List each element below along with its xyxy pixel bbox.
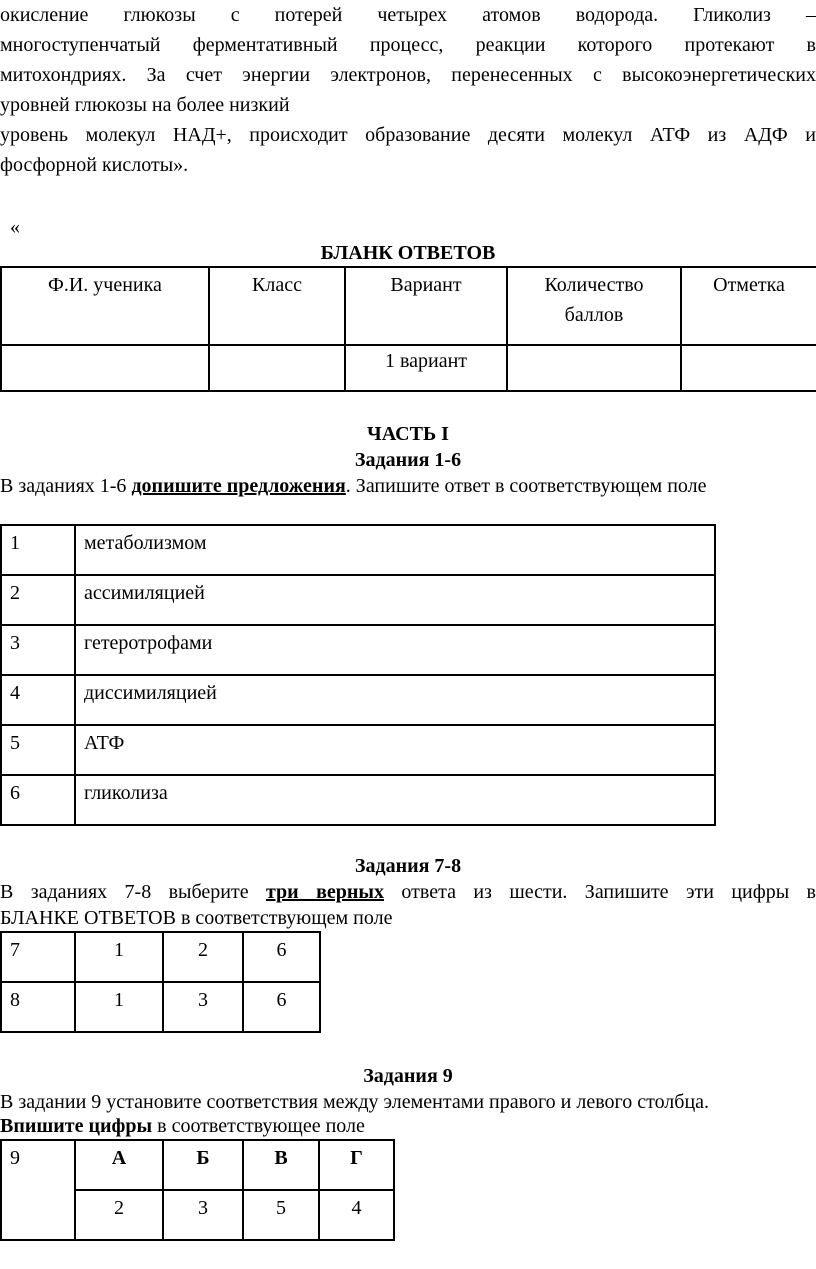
task9-title: Задания 9: [363, 1065, 453, 1087]
task9-line2: [0, 1112, 816, 1140]
answer-text[interactable]: АТФ: [75, 725, 715, 775]
answer-digit[interactable]: 1: [75, 932, 163, 982]
answer-digit[interactable]: 2: [75, 1190, 163, 1240]
answer-digit[interactable]: 3: [163, 1190, 243, 1240]
part1-instruction-pre: В заданиях 1-6: [0, 475, 132, 497]
tasks78-line2: БЛАНКЕ ОТВЕТОВ в соответствующем поле: [0, 907, 393, 929]
header-grade: Отметка: [681, 267, 816, 345]
answer-num: 6: [1, 775, 75, 825]
cell-class[interactable]: [209, 345, 345, 391]
answer-text[interactable]: гетеротрофами: [75, 625, 715, 675]
intro-line-4: уровней глюкозы на более низкий: [0, 94, 290, 116]
tasks78-line1-bold: три верных: [265, 881, 385, 903]
letter-a: А: [75, 1140, 163, 1190]
letter-g: Г: [319, 1140, 394, 1190]
intro-line-3: митохондриях. За счет энергии электронов, перенесенных с высокоэнергетических: [0, 64, 816, 86]
task9-line2-post: в соответствующее поле: [152, 1115, 365, 1137]
answer-num: 2: [1, 575, 75, 625]
task9-line2-bold: Впишите цифры: [0, 1115, 153, 1137]
tasks78-title: Задания 7-8: [354, 855, 462, 877]
answer-text[interactable]: ассимиляцией: [75, 575, 715, 625]
answers-1-6-table: [0, 524, 716, 826]
answer-digit[interactable]: 4: [319, 1190, 394, 1240]
answer-text[interactable]: диссимиляцией: [75, 675, 715, 725]
part1-instruction-bold: допишите предложения: [131, 475, 346, 497]
answer-digit[interactable]: 1: [75, 982, 163, 1032]
tasks78-line1-pre: В заданиях 7-8 выберите: [0, 881, 266, 903]
cell-score[interactable]: [507, 345, 681, 391]
answer-num: 3: [1, 625, 75, 675]
answer-text[interactable]: гликолиза: [75, 775, 715, 825]
answer-digit[interactable]: 5: [243, 1190, 319, 1240]
answer-num: 5: [1, 725, 75, 775]
intro-line-2: многоступенчатый ферментативный процесс, реакции которого протекают в: [0, 34, 816, 56]
task9-line1: В задании 9 установите соответствия между элементами правого и левого столбца.: [0, 1091, 710, 1113]
quote-mark: «: [10, 216, 20, 238]
answer-digit[interactable]: 6: [243, 932, 320, 982]
part1-instruction-post: . Запишите ответ в соответствующем поле: [345, 475, 707, 497]
answers-7-8-table: [0, 931, 321, 1033]
answer-sheet-title: БЛАНК ОТВЕТОВ: [320, 242, 496, 264]
answer-text[interactable]: метаболизмом: [75, 525, 715, 575]
header-class: Класс: [209, 267, 345, 345]
part1-instruction: [0, 472, 816, 500]
header-name: Ф.И. ученика: [1, 267, 209, 345]
cell-grade[interactable]: [681, 345, 816, 391]
letter-v: В: [243, 1140, 319, 1190]
task-num: 7: [1, 932, 75, 982]
answer-digit[interactable]: 6: [243, 982, 320, 1032]
header-score: [507, 267, 681, 345]
letter-b: Б: [163, 1140, 243, 1190]
header-score-line2: баллов: [564, 304, 624, 326]
answer-sheet-table: [0, 266, 816, 392]
tasks78-line1-post: ответа из шести. Запишите эти цифры в: [384, 881, 816, 903]
intro-line-1: окисление глюкозы с потерей четырех атомов водорода. Гликолиз –: [0, 4, 816, 26]
header-variant: Вариант: [345, 267, 507, 345]
cell-variant: 1 вариант: [345, 345, 507, 391]
task-num: 9: [1, 1140, 75, 1240]
part1-subtitle: Задания 1-6: [354, 449, 462, 471]
part1-title: ЧАСТЬ I: [367, 423, 449, 445]
tasks78-line1: [0, 878, 816, 906]
intro-line-5: уровень молекул НАД+, происходит образование десяти молекул АТФ из АДФ и: [0, 124, 816, 146]
answer-num: 4: [1, 675, 75, 725]
answer-digit[interactable]: 3: [163, 982, 243, 1032]
intro-line-6: фосфорной кислоты».: [0, 154, 189, 176]
task-num: 8: [1, 982, 75, 1032]
answer-num: 1: [1, 525, 75, 575]
header-score-line1: Количество: [544, 274, 644, 296]
cell-name[interactable]: [1, 345, 209, 391]
answer-digit[interactable]: 2: [163, 932, 243, 982]
answers-9-table: [0, 1139, 395, 1241]
